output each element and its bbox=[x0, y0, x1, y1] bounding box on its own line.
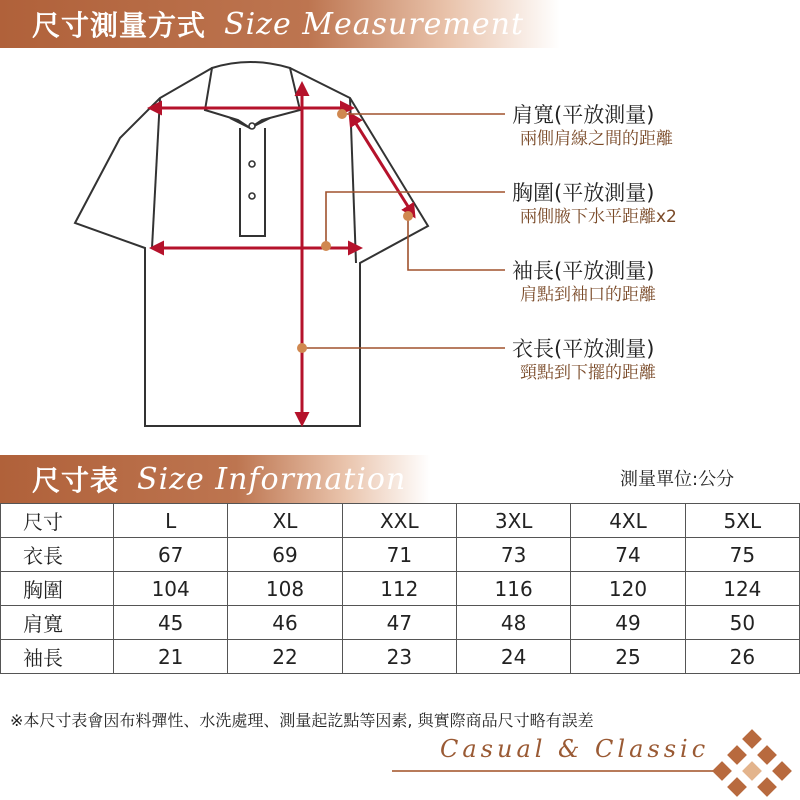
callout-desc: 肩點到袖口的距離 bbox=[520, 285, 656, 305]
table-cell: 46 bbox=[228, 606, 342, 640]
size-info-title-en: Size Information bbox=[137, 461, 407, 497]
table-cell: L bbox=[114, 504, 228, 538]
table-cell: 50 bbox=[685, 606, 799, 640]
table-row bbox=[1, 640, 800, 674]
table-row bbox=[1, 504, 800, 538]
disclaimer-note: ※本尺寸表會因布料彈性、水洗處理、測量起訖點等因素, 與實際商品尺寸略有誤差 bbox=[10, 711, 594, 730]
table-cell: 48 bbox=[456, 606, 570, 640]
table-cell: 116 bbox=[456, 572, 570, 606]
table-cell: 120 bbox=[571, 572, 685, 606]
shirt-diagram bbox=[0, 48, 800, 448]
table-cell: 71 bbox=[342, 538, 456, 572]
callout-sleeve bbox=[512, 258, 656, 306]
table-row bbox=[1, 572, 800, 606]
table-cell: 25 bbox=[571, 640, 685, 674]
table-cell: 124 bbox=[685, 572, 799, 606]
footer-slogan: Casual & Classic bbox=[440, 735, 710, 763]
table-cell: 73 bbox=[456, 538, 570, 572]
table-cell: 45 bbox=[114, 606, 228, 640]
callout-desc: 頸點到下擺的距離 bbox=[520, 363, 656, 383]
table-cell: 23 bbox=[342, 640, 456, 674]
measurement-banner bbox=[0, 0, 560, 48]
table-cell: 22 bbox=[228, 640, 342, 674]
table-cell: 108 bbox=[228, 572, 342, 606]
table-cell: 75 bbox=[685, 538, 799, 572]
table-row bbox=[1, 606, 800, 640]
row-header: 袖長 bbox=[1, 640, 114, 674]
table-cell: XXL bbox=[342, 504, 456, 538]
size-table bbox=[0, 503, 800, 674]
size-info-banner bbox=[0, 455, 430, 503]
row-header: 肩寬 bbox=[1, 606, 114, 640]
row-header: 衣長 bbox=[1, 538, 114, 572]
callout-chest bbox=[512, 180, 677, 228]
row-header: 尺寸 bbox=[1, 504, 114, 538]
table-cell: 26 bbox=[685, 640, 799, 674]
shirt-outline bbox=[75, 62, 428, 426]
table-cell: XL bbox=[228, 504, 342, 538]
callout-title: 胸圍(平放測量) bbox=[512, 181, 655, 205]
table-cell: 3XL bbox=[456, 504, 570, 538]
table-cell: 5XL bbox=[685, 504, 799, 538]
table-row bbox=[1, 538, 800, 572]
table-cell: 69 bbox=[228, 538, 342, 572]
callout-title: 袖長(平放測量) bbox=[512, 259, 655, 283]
table-cell: 49 bbox=[571, 606, 685, 640]
table-cell: 112 bbox=[342, 572, 456, 606]
measurement-title-en: Size Measurement bbox=[224, 6, 525, 42]
callout-desc: 兩側腋下水平距離x2 bbox=[520, 207, 677, 227]
table-cell: 24 bbox=[456, 640, 570, 674]
table-cell: 74 bbox=[571, 538, 685, 572]
table-cell: 4XL bbox=[571, 504, 685, 538]
table-cell: 67 bbox=[114, 538, 228, 572]
table-cell: 21 bbox=[114, 640, 228, 674]
footer-divider bbox=[392, 770, 722, 772]
callout-title: 肩寬(平放測量) bbox=[512, 103, 655, 127]
table-cell: 104 bbox=[114, 572, 228, 606]
callout-length bbox=[512, 336, 656, 384]
callout-shoulder bbox=[512, 102, 673, 150]
size-info-title-zh: 尺寸表 bbox=[32, 464, 120, 497]
measurement-title-zh: 尺寸測量方式 bbox=[32, 9, 207, 42]
measurement-unit: 測量單位:公分 bbox=[620, 469, 735, 490]
diamond-logo-icon bbox=[712, 728, 792, 800]
row-header: 胸圍 bbox=[1, 572, 114, 606]
callout-desc: 兩側肩線之間的距離 bbox=[520, 129, 673, 149]
table-cell: 47 bbox=[342, 606, 456, 640]
callout-title: 衣長(平放測量) bbox=[512, 337, 655, 361]
